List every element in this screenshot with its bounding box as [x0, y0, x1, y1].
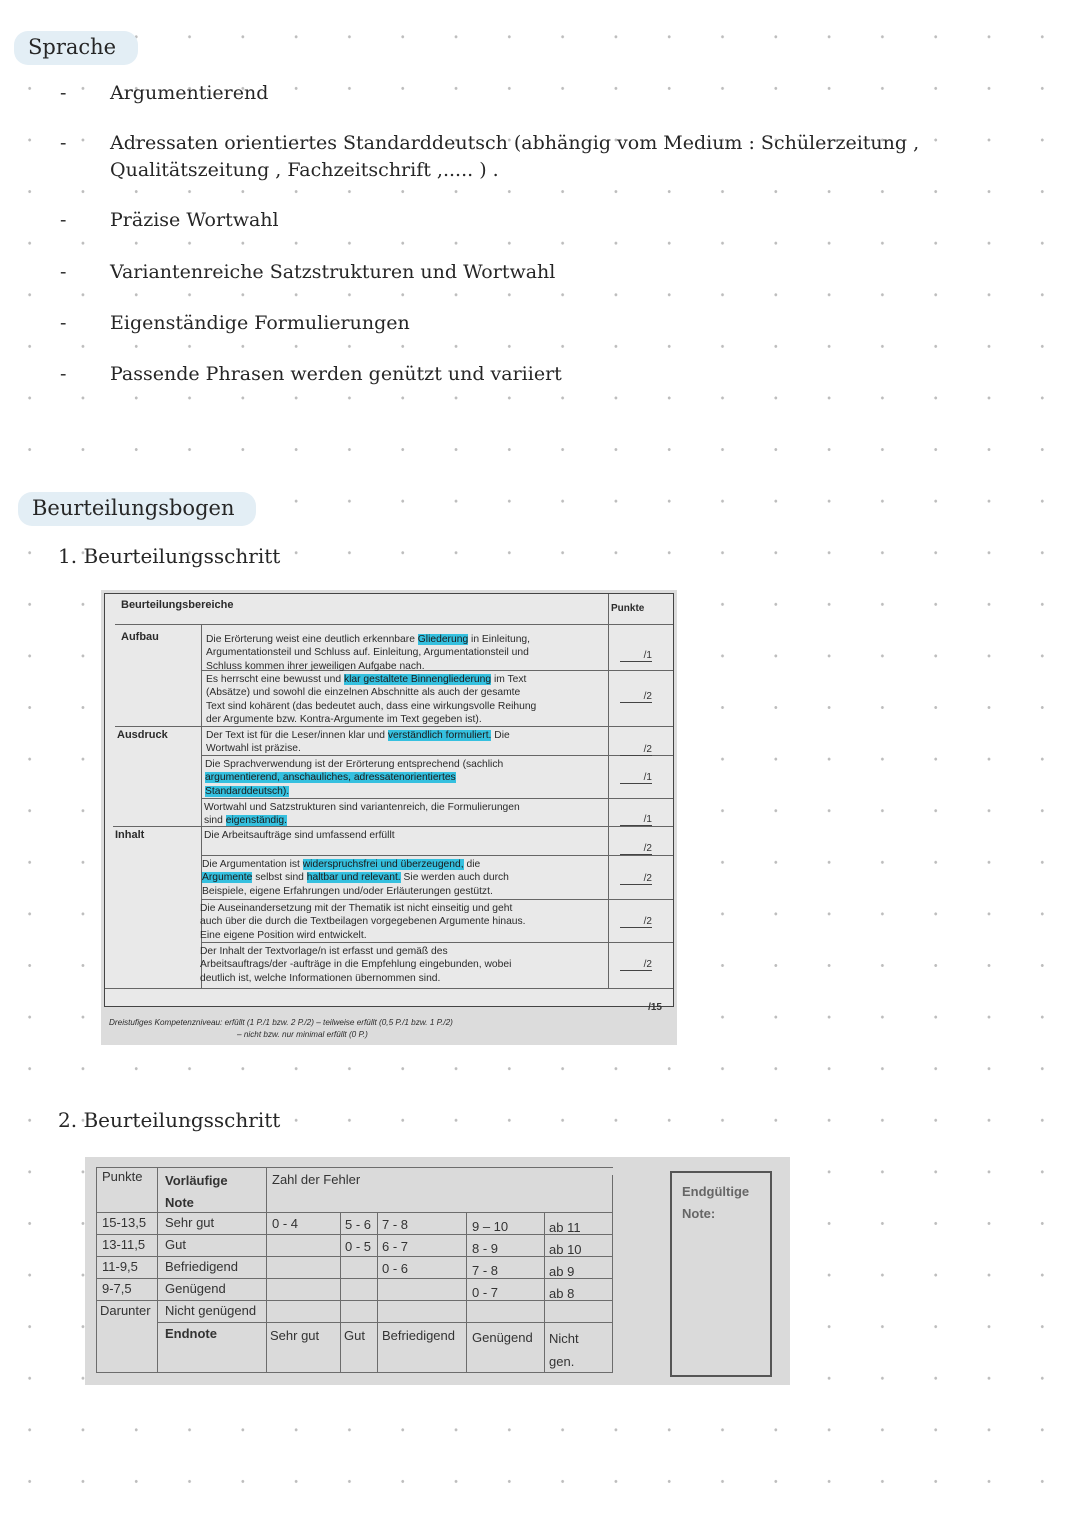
text: Text sind kohärent (das bedeutet auch, dass eine wirkungsvolle Reihung	[206, 700, 537, 712]
text: Schluss kommen ihrer jeweiligen Aufgabe nach.	[206, 660, 425, 672]
category-inhalt: Inhalt	[115, 829, 145, 841]
category-aufbau: Aufbau	[121, 631, 159, 643]
text: Wortwahl und Satzstrukturen sind variantenreich, die Formulierungen	[204, 802, 520, 813]
criterion-row	[206, 673, 606, 727]
score-field: /1	[620, 772, 652, 784]
highlight: Standarddeutsch).	[205, 785, 290, 797]
grade-table-photo	[85, 1157, 790, 1385]
error-count: ab 9	[549, 1264, 575, 1279]
highlight: klar gestaltete Binnengliederung	[343, 674, 492, 685]
bullet-item	[60, 130, 919, 184]
error-count: ab 8	[549, 1286, 575, 1301]
text: Beispiele, eigene Erfahrungen und/oder Erläuterungen gestützt.	[202, 885, 493, 897]
footer-grade: Befriedigend	[382, 1328, 455, 1343]
bullet-item	[60, 310, 410, 337]
footer-grade: Gut	[344, 1328, 365, 1343]
error-count: 7 - 8	[382, 1217, 409, 1232]
bullet-text: Präzise Wortwahl	[110, 209, 279, 231]
step-heading-1: 1. Beurteilungsschritt	[58, 544, 281, 568]
points-cell: 15-13,5	[102, 1215, 147, 1230]
footnote	[109, 1017, 453, 1041]
points-cell: 11-9,5	[102, 1259, 138, 1274]
bullet-text: Variantenreiche Satzstrukturen und Wortwahl	[110, 261, 556, 283]
text: Die	[494, 730, 510, 741]
highlight: argumentierend, anschauliches, adressatenorientiertes	[205, 772, 456, 784]
bullet-item	[60, 361, 562, 388]
highlight: haltbar und relevant.	[306, 872, 401, 884]
step-heading-2: 2. Beurteilungsschritt	[58, 1108, 281, 1132]
highlight: widerspruchsfrei und überzeugend,	[302, 859, 464, 870]
bullet-text: Eigenständige Formulierungen	[110, 312, 410, 334]
text: Der Text ist für die Leser/innen klar und	[206, 730, 385, 741]
section-heading-beurteilungsbogen	[18, 492, 256, 526]
error-count: 6 - 7	[382, 1239, 409, 1254]
bullet-item	[60, 259, 555, 286]
text: Die Arbeitsaufträge sind umfassend erfüllt	[204, 830, 395, 841]
text: Es herrscht eine bewusst und	[206, 674, 342, 685]
score-field: /2	[620, 959, 652, 971]
assessment-table-photo	[101, 590, 677, 1045]
error-count: 9 – 10	[472, 1219, 509, 1234]
text: Die Erörterung weist eine deutlich erkennbare	[206, 634, 415, 645]
score-field: /1	[620, 814, 652, 826]
bullet-dash: -	[60, 132, 67, 154]
points-cell: Darunter	[100, 1303, 151, 1318]
criterion-row	[200, 945, 606, 985]
highlight: Gliederung	[417, 634, 469, 645]
header-punkte: Punkte	[102, 1169, 143, 1184]
grade-cell: Sehr gut	[165, 1215, 215, 1230]
total-score: /15	[648, 1002, 662, 1013]
error-count: ab 11	[549, 1220, 581, 1235]
text: der Argumente bzw. Kontra-Argumente im Text gegeben ist).	[206, 714, 482, 726]
header-line: Note	[165, 1195, 194, 1210]
error-count: 0 - 5	[345, 1239, 372, 1254]
footer-grade: Sehr gut	[270, 1328, 320, 1343]
bullet-text-continued: Qualitätszeitung , Fachzeitschrift ,..... ) .	[110, 159, 499, 181]
highlight: eigenständig.	[225, 815, 288, 827]
criterion-row	[206, 633, 606, 673]
text: Sie werden auch durch	[403, 872, 509, 884]
text: Wortwahl ist präzise.	[206, 743, 301, 755]
bullet-dash: -	[60, 209, 67, 231]
footer-grade: gen.	[549, 1354, 575, 1369]
score-field: /2	[620, 843, 652, 855]
criterion-row	[200, 902, 606, 942]
error-count: 5 - 6	[345, 1217, 372, 1232]
bullet-item	[60, 80, 268, 107]
text: Die Argumentation ist	[202, 859, 300, 870]
score-field: /2	[620, 916, 652, 928]
bullet-dash: -	[60, 82, 67, 104]
text: (Absätze) und sowohl die einzelnen Abschnitte als auch der gesamte	[206, 687, 521, 699]
header-areas: Beurteilungsbereiche	[121, 599, 234, 611]
heading-text: Beurteilungsbogen	[32, 496, 235, 520]
criterion-row	[202, 858, 606, 898]
error-count: 7 - 8	[472, 1263, 499, 1278]
grade-cell: Nicht genügend	[165, 1303, 257, 1318]
error-count: ab 10	[549, 1242, 582, 1257]
criterion-row	[205, 758, 605, 798]
header-zahl-der-fehler: Zahl der Fehler	[272, 1172, 361, 1187]
bullet-text: Passende Phrasen werden genützt und variiert	[110, 363, 562, 385]
text: Argumentationsteil und Schluss auf. Einleitung, Argumentationsteil und	[206, 647, 529, 659]
endnote-label: Endnote	[165, 1326, 217, 1341]
highlight: verständlich formuliert.	[387, 730, 492, 741]
text: Eine eigene Position wird entwickelt.	[200, 929, 367, 941]
score-field: /2	[620, 691, 652, 703]
bullet-dash: -	[60, 261, 67, 283]
text: auch über die durch die Textbeilagen vorgegebenen Argumente hinaus.	[200, 916, 526, 928]
text: Die Auseinandersetzung mit der Thematik ist nicht einseitig und geht	[200, 903, 513, 914]
highlight: Argumente	[202, 872, 253, 884]
text: die	[466, 859, 481, 870]
bullet-item	[60, 207, 279, 234]
score-field: /2	[620, 744, 652, 756]
criterion-row	[206, 729, 606, 756]
points-cell: 13-11,5	[102, 1237, 146, 1252]
header-vorlaeufige-note	[165, 1170, 228, 1214]
text: deutlich ist, welche Informationen übernommen sind.	[200, 972, 441, 984]
heading-text: Sprache	[28, 35, 117, 59]
text: Arbeitsauftrags/der -aufträge in die Empfehlung eingebunden, wobei	[200, 959, 512, 971]
footnote-line: – nicht bzw. nur minimal erfüllt (0 P.)	[237, 1030, 368, 1039]
score-field: /1	[620, 650, 652, 662]
footer-grade: Nicht	[549, 1331, 579, 1346]
error-count: 0 - 7	[472, 1285, 499, 1300]
bullet-text: Adressaten orientiertes Standarddeutsch (abhängig vom Medium : Schülerzeitung ,	[110, 132, 920, 154]
bullet-text: Argumentierend	[110, 82, 269, 104]
error-count: 8 - 9	[472, 1241, 499, 1256]
category-ausdruck: Ausdruck	[117, 729, 168, 741]
points-cell: 9-7,5	[102, 1281, 132, 1296]
section-heading-sprache	[14, 31, 138, 65]
grade-cell: Genügend	[165, 1281, 226, 1296]
final-grade-label	[682, 1181, 749, 1225]
score-field: /2	[620, 873, 652, 885]
criterion-row	[204, 829, 604, 842]
bullet-dash: -	[60, 312, 67, 334]
footer-grade: Genügend	[472, 1330, 533, 1345]
label-line: Endgültige	[682, 1184, 750, 1199]
header-points: Punkte	[611, 603, 645, 614]
bullet-dash: -	[60, 363, 67, 385]
label-line: Note:	[682, 1206, 716, 1221]
text: selbst sind	[255, 872, 304, 884]
criterion-row	[204, 801, 604, 828]
text: in Einleitung,	[471, 634, 531, 645]
text: Der Inhalt der Textvorlage/n ist erfasst und gemäß des	[200, 946, 448, 957]
text: im Text	[493, 674, 527, 685]
header-line: Vorläufige	[165, 1173, 228, 1188]
grade-cell: Befriedigend	[165, 1259, 238, 1274]
assessment-table	[104, 593, 674, 1013]
error-count: 0 - 4	[272, 1216, 299, 1231]
text: Die Sprachverwendung ist der Erörterung entsprechend (sachlich	[205, 759, 504, 770]
grade-cell: Gut	[165, 1237, 186, 1252]
footnote-line: Dreistufiges Kompetenzniveau: erfüllt (1 P./1 bzw. 2 P./2) – teilweise erfüllt (0,5 P./1 bzw. 1 P./2)	[109, 1018, 453, 1027]
error-count: 0 - 6	[382, 1261, 409, 1276]
text: sind	[204, 815, 223, 827]
bullet-text-block	[110, 130, 919, 184]
